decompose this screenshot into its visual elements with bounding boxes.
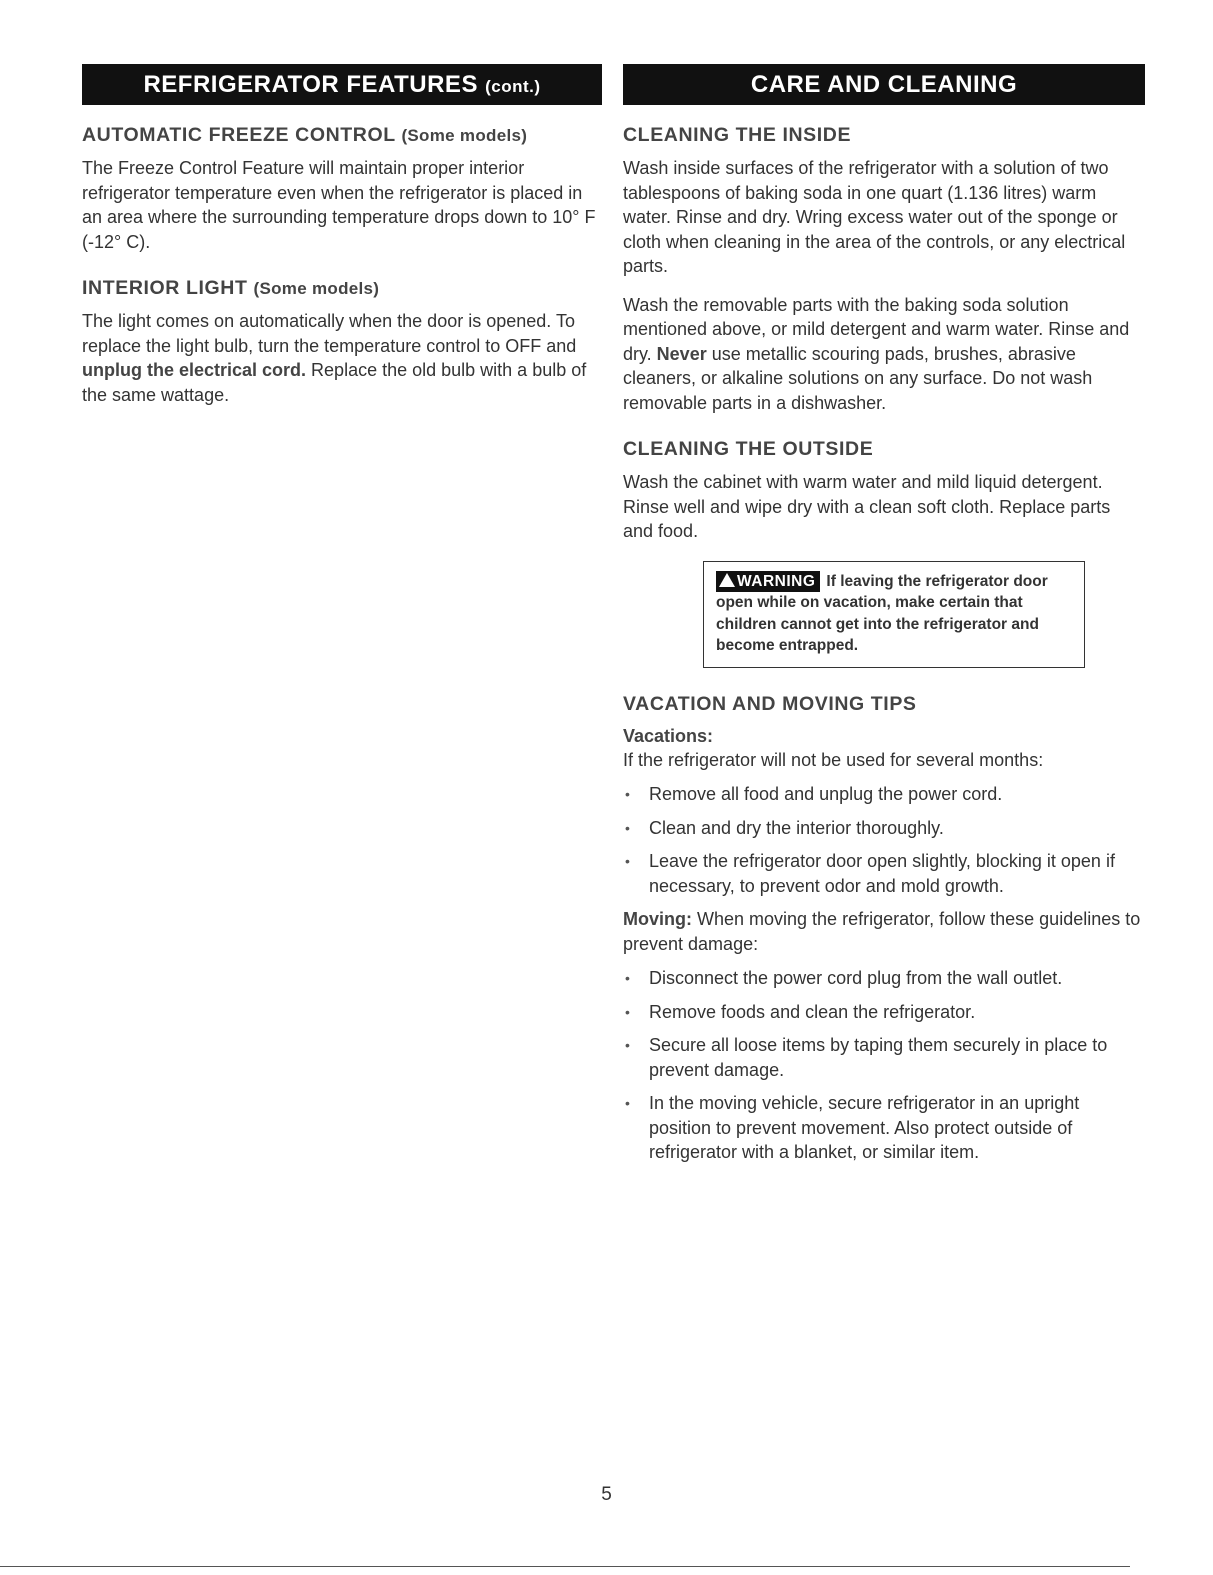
moving-label: Moving: <box>623 909 692 929</box>
vacations-intro: If the refrigerator will not be used for several months: <box>623 749 1044 770</box>
cleaning-outside-heading: CLEANING THE OUTSIDE <box>623 438 874 460</box>
inside-para2-part2: use metallic scouring pads, brushes, abrasive cleaners, or alkaline solutions on any surface. Do not wash removable parts in a dishwasher. <box>623 343 1093 413</box>
cleaning-inside-heading: CLEANING THE INSIDE <box>623 124 852 146</box>
list-item: • Leave the refrigerator door open slightly, blocking it open if necessary, to prevent odor and mold growth. <box>623 849 1145 898</box>
freeze-control-body: The Freeze Control Feature will maintain proper interior refrigerator temperature even when the refrigerator is placed in an area where the surrounding temperature drops down to 10° F (-12° C). <box>82 158 596 252</box>
interior-light-title: INTERIOR LIGHT <box>82 277 248 299</box>
vacation-moving-heading: VACATION AND MOVING TIPS <box>623 692 917 715</box>
moving-paragraph <box>623 907 1145 956</box>
left-column <box>82 64 602 407</box>
freeze-control-heading <box>82 124 602 147</box>
moving-list <box>623 966 1145 1165</box>
interior-light-body <box>82 309 602 407</box>
list-item: • Remove foods and clean the refrigerator. <box>623 1000 1145 1025</box>
bottom-rule <box>0 1566 1130 1567</box>
freeze-control-suffix: (Some models) <box>401 126 528 145</box>
interior-light-suffix: (Some models) <box>253 279 380 298</box>
list-item: • Secure all loose items by taping them securely in place to prevent damage. <box>623 1033 1145 1082</box>
vacations-label: Vacations: <box>623 725 714 746</box>
freeze-control-title: AUTOMATIC FREEZE CONTROL <box>82 124 396 146</box>
warning-triangle-icon <box>719 573 735 587</box>
warning-text: If leaving the refrigerator door open while on vacation, make certain that children cannot get into the refrigerator and become entrapped. <box>716 572 1048 654</box>
list-item: • Disconnect the power cord plug from the wall outlet. <box>623 966 1145 991</box>
banner-title: REFRIGERATOR FEATURES <box>143 71 478 98</box>
cleaning-inside-para2 <box>623 293 1145 416</box>
list-item: • Remove all food and unplug the power cord. <box>623 782 1145 807</box>
page-number: 5 <box>601 1484 612 1505</box>
light-body-bold: unplug the electrical cord. <box>82 360 307 380</box>
interior-light-heading <box>82 277 602 300</box>
vacation-list <box>623 782 1145 898</box>
moving-intro: When moving the refrigerator, follow these guidelines to prevent damage: <box>623 909 1141 954</box>
cleaning-inside-para1: Wash inside surfaces of the refrigerator with a solution of two tablespoons of baking soda in one quart (1.136 litres) warm water. Rinse and dry. Wring excess water out of the sponge or cloth when cleaning in the area of the controls, or any electrical parts. <box>623 158 1126 276</box>
light-body-part1: The light comes on automatically when the door is opened. To replace the light bulb, turn the temperature control to OFF and <box>82 311 577 356</box>
list-item: • In the moving vehicle, secure refrigerator in an upright position to prevent movement. Also protect outside of refrigerator with a blanket, or similar item. <box>623 1091 1145 1165</box>
banner-suffix: (cont.) <box>485 77 541 96</box>
inside-para2-part1: Wash the removable parts with the baking soda solution mentioned above, or mild detergent and warm water. Rinse and dry. <box>623 294 1130 364</box>
care-cleaning-banner: CARE AND CLEANING <box>623 64 1145 105</box>
light-body-part2: Replace the old bulb with a bulb of the same wattage. <box>82 360 587 405</box>
warning-tag <box>716 571 820 593</box>
warning-tag-label: WARNING <box>737 572 816 590</box>
right-column <box>623 64 1145 1174</box>
list-item: • Clean and dry the interior thoroughly. <box>623 816 1145 841</box>
inside-para2-bold: Never <box>656 343 707 364</box>
refrigerator-features-banner <box>82 64 602 105</box>
warning-box <box>703 561 1085 668</box>
cleaning-outside-body: Wash the cabinet with warm water and mild liquid detergent. Rinse well and wipe dry with a clean soft cloth. Replace parts and food. <box>623 472 1111 541</box>
